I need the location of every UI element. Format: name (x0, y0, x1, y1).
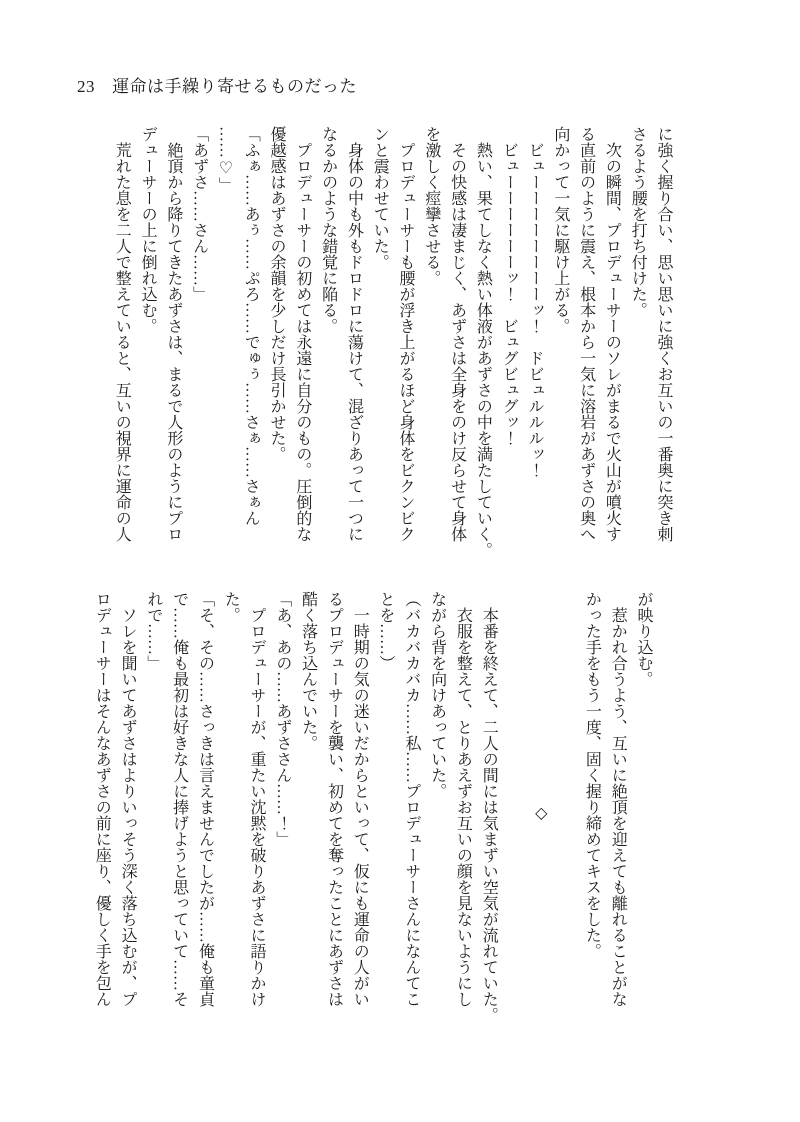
text-line: 一時期の気の迷いだからといって、仮にも運命の人がい (351, 591, 369, 1007)
text-line: とを……） (377, 591, 395, 671)
text-line: なるかのような錯覚に陥る。 (319, 126, 337, 334)
page-title: 運命は手繰り寄せるものだった (112, 77, 357, 96)
text-line: 「あ、あの……あずささん……！」 (273, 591, 291, 847)
text-line: 向かって一気に駆け上がる。 (551, 126, 569, 334)
text-line: ンと震わせていた。 (371, 126, 389, 270)
text-line: ソレを聞いてあずさはよりいっそう深く落ち込むが、プ (119, 591, 137, 1007)
text-line: 「そ、その……さっきは言えませんでしたが……俺も童貞 (196, 591, 214, 1007)
lower-text-block (88, 591, 656, 1033)
scene-break-mark: ◇ (531, 802, 549, 822)
text-line: た。 (222, 591, 240, 623)
text-line: さるよう腰を打ち付けた。 (629, 126, 647, 318)
text-line: （バカバカバカ……私……プロデューサーさんになんてこ (402, 591, 420, 1007)
text-line: 荒れた息を二人で整えていると、互いの視界に運命の人 (113, 126, 131, 542)
text-line: プロデューサーが、重たい沈黙を破りあずさに語りかけ (248, 591, 266, 1007)
text-line: に強く握り合い、思い思いに強くお互いの一番奥に突き刺 (655, 126, 672, 542)
text-line: 絶頂から降りてきたあずさは、まるで人形のようにプロ (164, 126, 182, 542)
text-line: 惹かれ合うよう、互いに絶頂を迎えても離れることがな (609, 591, 627, 1007)
text-line: ロデューサーはそんなあずさの前に座り、優しく手を包ん (93, 591, 111, 1007)
text-line: 衣服を整えて、とりあえずお互いの顔を見ないようにし (454, 591, 472, 1007)
text-line: が映り込む。 (635, 591, 652, 687)
text-line: かった手をもう一度、固く握り締めてキスをした。 (583, 591, 601, 959)
text-line: れで……」 (144, 591, 162, 671)
page-header (77, 72, 357, 97)
text-line: 次の瞬間、プロデューサーのソレがまるで火山が噴火す (603, 126, 621, 542)
text-line: で……俺も最初は好きな人に捧げようと思っていて……そ (170, 591, 188, 1007)
text-line: 酷く落ち込んでいた。 (299, 591, 317, 751)
text-line: 熱い、果てしなく熱い体液があずさの中を満たしていく。 (474, 126, 492, 558)
text-line: デューサーの上に倒れ込む。 (139, 126, 157, 334)
text-line: ……♡」 (216, 126, 234, 193)
empty-line (501, 591, 527, 1033)
text-line: を激しく痙攣させる。 (422, 126, 440, 286)
text-line: 本番を終えて、二人の間には気まずい空気が流れていた。 (480, 591, 498, 1023)
upper-text-block (108, 126, 676, 568)
text-line: 優越感はあずさの余韻を少しだけ長引かせた。 (268, 126, 286, 462)
text-line: るプロデューサーを襲い、初めてを奪ったことにあずさは (325, 591, 343, 1007)
text-line: ビューーーーーーーーッ！ ドビュルルルッ！ (526, 126, 544, 478)
text-line: 身体の中も外もドロドロに蕩けて、混ざりあって一つに (345, 126, 363, 542)
text-line: プロデューサーの初めては永遠に自分のもの。圧倒的な (293, 126, 311, 542)
empty-line (553, 591, 579, 1033)
text-line: その快感は凄まじく、あずさは全身をのけ反らせて身体 (448, 126, 466, 542)
text-line: ビューーーーーーッ！ ビュグビュグッ！ (500, 126, 518, 446)
text-line: る直前のように震え、根本から一気に溶岩があずさの奥へ (577, 126, 595, 542)
text-line: プロデューサーも腰が浮き上がるほど身体をビクンビク (397, 126, 415, 542)
text-line: ながら背を向けあっていた。 (428, 591, 446, 799)
text-line: 「あずさ……さん……」 (190, 126, 208, 302)
text-line: 「ふぁ……あぅ……ぷろ……でゅぅ……さぁ……さぁん (242, 126, 260, 526)
page-number: 23 (77, 77, 95, 96)
